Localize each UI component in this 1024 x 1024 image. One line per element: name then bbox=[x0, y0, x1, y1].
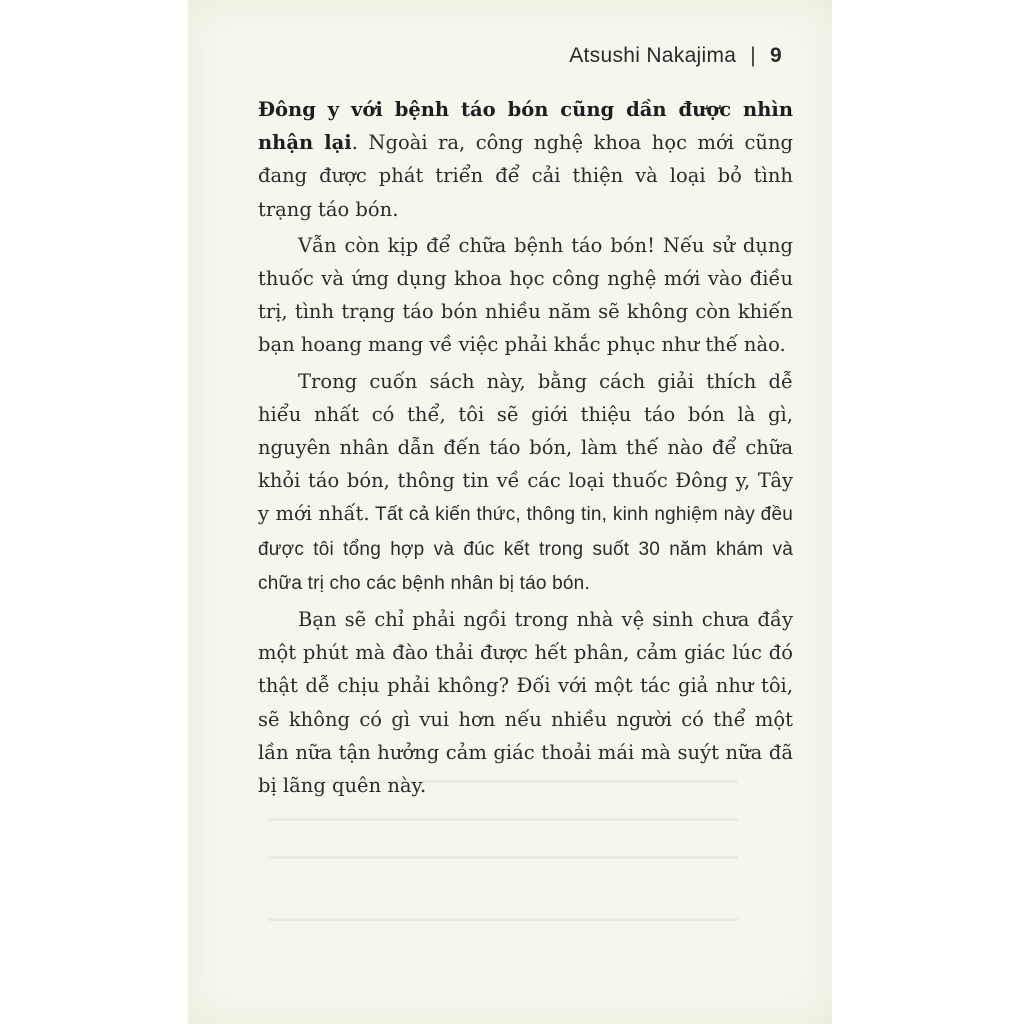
bleed-through-line bbox=[268, 918, 738, 921]
bleed-through-line bbox=[268, 818, 738, 821]
page-number: 9 bbox=[770, 44, 782, 67]
paragraph-4: Bạn sẽ chỉ phải ngồi trong nhà vệ sinh chưa đầy một phút mà đào thải được hết phân, cảm giác lúc đó thật dễ chịu phải không? Đối với một tác giả như tôi, sẽ không có gì vui hơn nếu nhiều người có thể một lần nữa tận hưởng cảm giác thoải mái mà suýt nữa đã bị lãng quên này. bbox=[258, 608, 793, 798]
author-name: Atsushi Nakajima bbox=[569, 44, 737, 67]
bold-lead-sentence: Đông y với bệnh táo bón cũng dần được nhìn nhận lại bbox=[258, 98, 793, 155]
body-text bbox=[258, 93, 793, 802]
period: . bbox=[351, 131, 358, 155]
paragraph-1-text: Ngoài ra, công nghệ khoa học mới cũng đang được phát triển để cải thiện và loại bỏ tình trạng táo bón. bbox=[258, 131, 793, 221]
header-separator: | bbox=[750, 44, 757, 67]
book-page bbox=[188, 0, 832, 1024]
running-header bbox=[569, 44, 782, 68]
paragraph-3-sans-text: Tất cả kiến thức, thông tin, kinh nghiệm này đều được tôi tổng hợp và đúc kết trong suốt 30 năm khám và chữa trị cho các bệnh nhân bị táo bón. bbox=[258, 504, 793, 594]
paragraph-3-serif-text: Trong cuốn sách này, bằng cách giải thích dễ hiểu nhất có thể, tôi sẽ giới thiệu táo bón là gì, nguyên nhân dẫn đến táo bón, làm thế nào để chữa khỏi táo bón, thông tin về các loại thuốc Đông y, Tây y mới nhất. bbox=[258, 369, 793, 526]
paragraph-3 bbox=[258, 365, 793, 600]
paragraph-1 bbox=[258, 93, 793, 226]
bleed-through-line bbox=[268, 856, 738, 859]
paragraph-2: Vẫn còn kịp để chữa bệnh táo bón! Nếu sử dụng thuốc và ứng dụng khoa học công nghệ mới vào điều trị, tình trạng táo bón nhiều năm sẽ không còn khiến bạn hoang mang về việc phải khắc phục như thế nào. bbox=[258, 233, 793, 357]
